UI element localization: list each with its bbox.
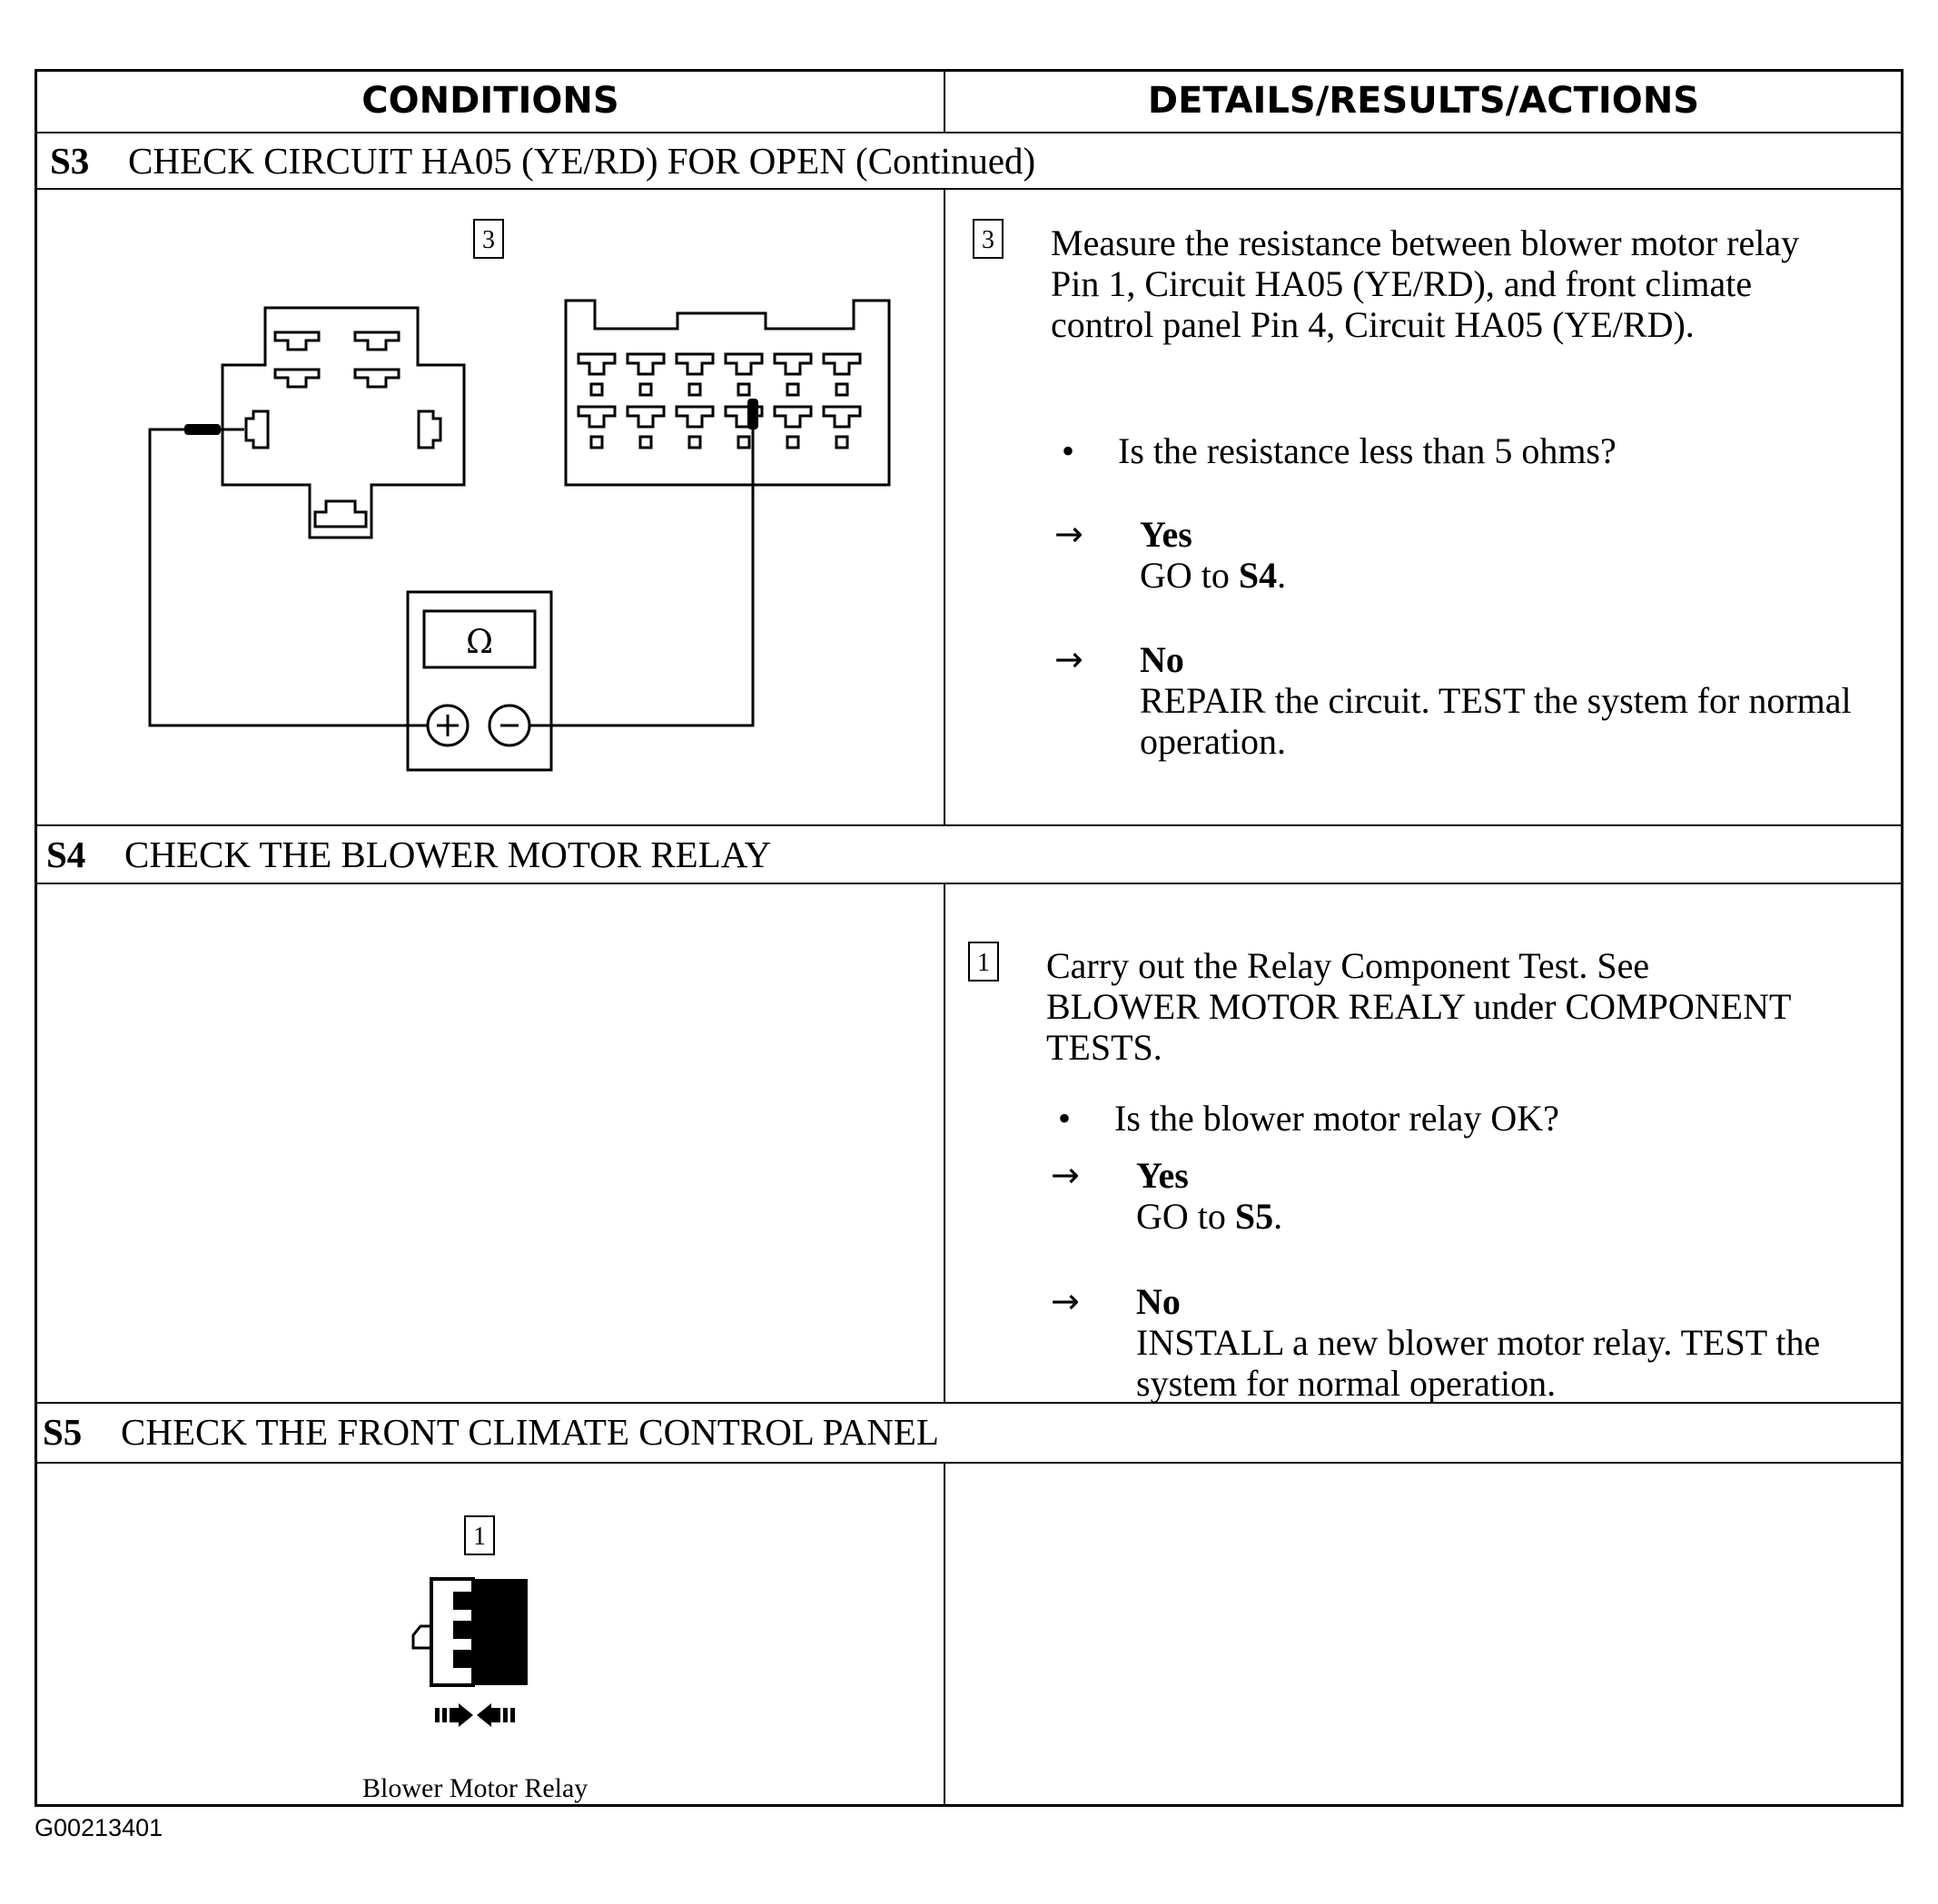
s4-yes-action: GO to S5.	[1136, 1196, 1283, 1237]
s3-title-row	[50, 137, 1035, 184]
s3-bullet: •	[1062, 430, 1075, 471]
s4-yes-arrow: →	[1051, 1155, 1080, 1195]
column-divider-s3	[944, 188, 945, 824]
s3-no-label: No	[1140, 639, 1184, 680]
s3-no-action: REPAIR the circuit. TEST the system for normal operation.	[1140, 680, 1852, 762]
s5-figure-caption: Blower Motor Relay	[362, 1773, 588, 1803]
s4-no-action: INSTALL a new blower motor relay. TEST the system for normal operation.	[1136, 1322, 1821, 1404]
s3-no-arrow: →	[1054, 639, 1083, 679]
blower-motor-relay-figure	[400, 1572, 582, 1744]
s3-wiring-diagram	[37, 190, 942, 824]
meter-ohm-symbol: Ω	[466, 624, 493, 661]
header-conditions: CONDITIONS	[361, 80, 619, 122]
s3-number: S3	[50, 140, 90, 182]
s3-question: Is the resistance less than 5 ohms?	[1118, 430, 1617, 471]
s4-bullet: •	[1058, 1098, 1072, 1139]
s4-step-box: 1	[968, 942, 999, 982]
s3-yes-arrow: →	[1054, 514, 1083, 554]
s4-number: S4	[46, 834, 86, 875]
s3-yes-target: S4	[1238, 555, 1278, 596]
s4-yes-target: S5	[1234, 1196, 1274, 1237]
diagnostic-table	[35, 69, 1903, 1807]
s3-instruction: Measure the resistance between blower motor relay Pin 1, Circuit HA05 (YE/RD), and front climate control panel Pin 4, Circuit HA05 (YE/RD).	[1051, 222, 1800, 345]
s5-title: CHECK THE FRONT CLIMATE CONTROL PANEL	[121, 1411, 939, 1453]
s5-figure-step-box: 1	[464, 1515, 495, 1555]
s4-question: Is the blower motor relay OK?	[1114, 1098, 1559, 1139]
s3-figure-step-box: 3	[473, 219, 504, 259]
column-divider-s4	[944, 883, 945, 1402]
s5-title-row	[43, 1408, 939, 1455]
s4-title-row	[46, 831, 771, 878]
s5-number: S5	[43, 1411, 83, 1453]
s4-top-divider	[37, 824, 1901, 826]
s4-title-divider	[37, 883, 1901, 884]
s3-title: CHECK CIRCUIT HA05 (YE/RD) FOR OPEN (Continued)	[128, 140, 1036, 182]
s3-step-box: 3	[973, 219, 1004, 259]
header-details: DETAILS/RESULTS/ACTIONS	[1147, 80, 1700, 122]
s4-yes-label: Yes	[1136, 1155, 1189, 1196]
s4-instruction: Carry out the Relay Component Test. See BLOWER MOTOR REALY under COMPONENT TESTS.	[1046, 945, 1791, 1068]
s3-yes-label: Yes	[1140, 514, 1192, 555]
s4-no-label: No	[1136, 1281, 1181, 1322]
figure-id: G00213401	[35, 1814, 163, 1841]
s4-title: CHECK THE BLOWER MOTOR RELAY	[124, 834, 772, 875]
s5-title-divider	[37, 1462, 1901, 1464]
column-divider-s5	[944, 1462, 945, 1807]
s4-no-arrow: →	[1051, 1281, 1080, 1321]
s3-yes-action: GO to S4.	[1140, 555, 1287, 596]
header-divider	[37, 132, 1901, 133]
